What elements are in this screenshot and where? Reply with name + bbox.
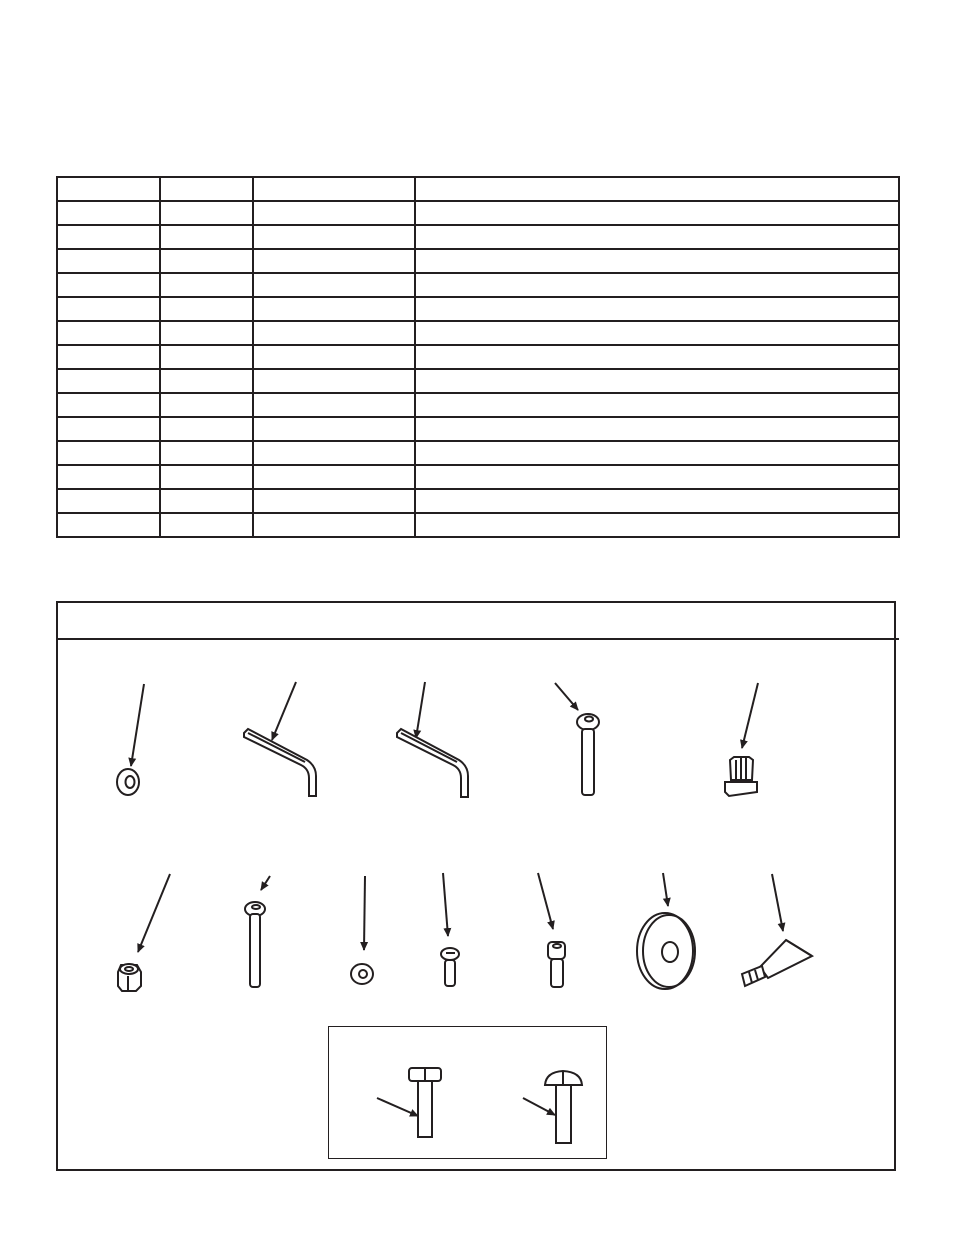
long-button-bolt-icon — [245, 876, 270, 987]
round-head-screw-icon — [523, 1071, 582, 1143]
hex-lock-nut-icon — [118, 874, 170, 991]
allen-wrench-large-icon — [244, 682, 316, 796]
allen-wrench-small-icon — [397, 682, 468, 797]
button-head-bolt-icon — [555, 683, 599, 795]
washer-icon — [351, 876, 373, 984]
flat-head-screw-icon — [377, 1068, 441, 1137]
washer-small-icon — [117, 684, 144, 795]
large-fender-washer-icon — [637, 873, 695, 989]
socket-cap-screw-icon — [538, 873, 565, 987]
glide-cap-icon — [742, 874, 812, 986]
square-tube-plug-icon — [725, 683, 758, 796]
short-pan-bolt-icon — [441, 873, 459, 986]
